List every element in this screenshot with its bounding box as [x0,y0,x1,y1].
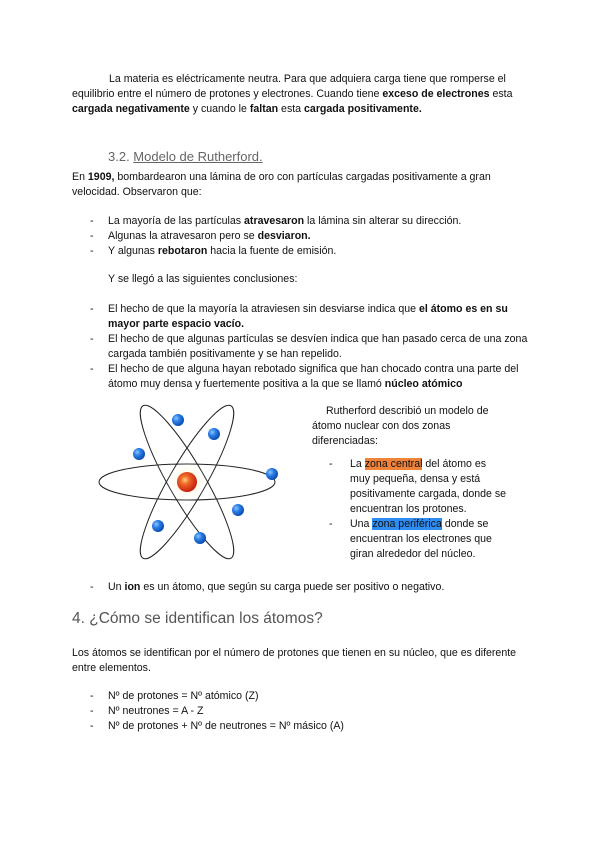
item-text: la lámina sin alterar su dirección. [304,215,462,227]
list-item [72,214,532,229]
section-title: ¿Cómo se identifican los átomos? [89,610,323,627]
intro-bold-1: exceso de electrones [382,88,490,100]
item-text: hacia la fuente de emisión. [207,245,337,257]
section-title: Modelo de Rutherford. [133,149,263,164]
electron [133,448,145,460]
intro-text-3: y cuando le [189,103,250,115]
list-item: - Nº de protones = Nº atómico (Z) [72,689,532,704]
intro-bold-3: faltan [249,103,279,115]
p1909-text-1: En [72,171,88,183]
p1909-year: 1909, [87,171,115,183]
zone2-post: donde se encuentran los electrones que giran alrededor del núcleo. [350,518,492,560]
list-item: - Nº neutrones = A - Z [72,704,532,719]
item-text: Algunas la atravesaron pero se [108,230,258,242]
nucleus [177,472,197,492]
item-text: Un [108,581,125,593]
electron [152,520,164,532]
intro-bold-2: cargada negativamente [72,103,190,115]
zone-peripheral-highlight: zona periférica [372,518,442,530]
item-text: Y algunas [108,245,158,257]
dash-marker: - [329,458,333,470]
item-bold: ion [124,581,141,593]
list-item [72,302,534,332]
paragraph-1909 [72,170,532,200]
list-item [72,580,532,595]
item-bold: núcleo atómico [384,378,463,390]
electron [266,468,278,480]
electron [232,504,244,516]
electron [172,414,184,426]
zone-central-item [312,457,508,517]
item-bold: el átomo es en su mayor parte espacio vacío. [108,303,508,330]
section-heading-rutherford [108,148,263,165]
rutherford-description [312,404,508,562]
intro-text-2: esta [489,88,513,100]
section-number: 4. [72,610,90,627]
list-item [72,244,532,259]
conclusions-list [72,302,534,392]
zone1-post: del átomo es muy pequeña, densa y está positivamente cargada, donde se encuentran los protones. [350,458,507,515]
zone-central-highlight: zona central [364,458,423,470]
electron [194,532,206,544]
item-text: es un átomo, que según su carga puede ser positivo o negativo. [140,581,445,593]
formulas-list [72,689,532,734]
item-text: El hecho de que la mayoría la atraviesen sin desviarse indica que [108,303,419,315]
list-item [72,362,534,392]
item-bold: desviaron. [257,230,311,242]
list-item: - Nº de protones + Nº de neutrones = Nº másico (A) [72,719,532,734]
ion-list [72,580,532,595]
dash-marker: - [329,518,333,530]
spacer [312,449,508,457]
atom-illustration [94,404,284,564]
section-number: 3.2. [108,149,134,164]
item-bold: rebotaron [157,245,208,257]
identify-paragraph: Los átomos se identifican por el número de protones que tienen en su núcleo, que es diferente entre elementos. [72,647,517,674]
zone1-pre: La [350,458,365,470]
list-item [72,332,534,362]
p1909-text-2: bombardearon una lámina de oro con partículas cargadas positivamente a gran velocidad. Observaron que: [72,171,491,198]
item-text: El hecho de que alguna hayan rebotado significa que han chocado contra una parte del átomo muy densa y fuertemente positiva a la que se llamó [108,363,519,390]
conclusions-lead: Y se llegó a las siguientes conclusiones: [108,273,298,285]
observations-list [72,214,532,259]
intro-paragraph [72,72,532,117]
item-bold: atravesaron [244,215,305,227]
intro-bold-4: cargada positivamente. [304,103,422,115]
zone-peripheral-item [312,517,508,562]
item-text: El hecho de que algunas partículas se desvíen indica que han pasado cerca de una zona cargada también positivamente y se han repelido. [108,333,528,360]
section-heading-identify [72,609,323,629]
intro-text-4: esta [278,103,305,115]
electron [208,428,220,440]
list-item [72,229,532,244]
intro-text-1: La materia es eléctricamente neutra. Para que adquiera carga tiene que romperse el equilibrio entre el número de protones y electrones. Cuando tiene [72,73,506,100]
zone2-pre: Una [350,518,373,530]
item-text: La mayoría de las partículas [108,215,245,227]
rutherford-lead: Rutherford describió un modelo de átomo nuclear con dos zonas diferenciadas: [312,405,489,447]
